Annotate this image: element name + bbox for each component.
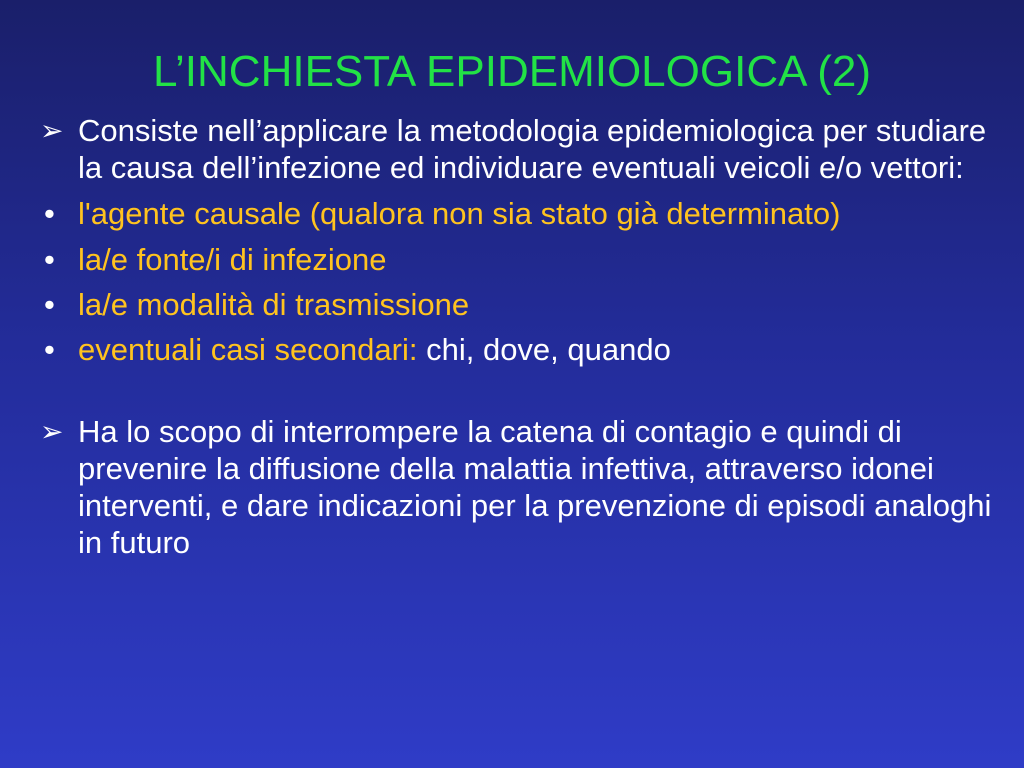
list-item-secondary-cases-text — [78, 331, 1008, 368]
list-item-causal-agent-text: l'agente causale (qualora non sia stato già determinato) — [78, 196, 841, 231]
main-point-purpose — [0, 413, 1024, 561]
list-item-infection-source — [0, 241, 1024, 278]
slide-content — [0, 112, 1024, 561]
bullet-icon: • — [44, 287, 55, 322]
main-point-purpose-text: Ha lo scopo di interrompere la catena di contagio e quindi di prevenire la diffusione della malattia infettiva, attraverso idonei interventi, e dare indicazioni per la prevenzione di episodi analoghi in futuro — [78, 414, 992, 560]
list-item-secondary-cases — [0, 331, 1024, 368]
list-item-infection-source-text: la/e fonte/i di infezione — [78, 242, 387, 277]
slide-title: L’INCHIESTA EPIDEMIOLOGICA (2) — [152, 47, 872, 96]
list-item-transmission — [0, 286, 1024, 323]
arrow-bullet-icon: ➢ — [40, 115, 64, 146]
bullet-icon: • — [44, 332, 55, 367]
secondary-cases-detail: chi, dove, quando — [417, 332, 671, 367]
main-point-method — [0, 112, 1024, 186]
bullet-icon: • — [44, 196, 55, 231]
bullet-icon: • — [44, 242, 55, 277]
main-point-method-text: Consiste nell’applicare la metodologia epidemiologica per studiare la causa dell’infezione ed individuare eventuali veicoli e/o vettori: — [78, 113, 987, 185]
secondary-cases-label: eventuali casi secondari: — [78, 332, 418, 367]
list-item-causal-agent — [0, 195, 1024, 232]
list-item-transmission-text: la/e modalità di trasmissione — [78, 287, 470, 322]
arrow-bullet-icon: ➢ — [40, 416, 64, 447]
